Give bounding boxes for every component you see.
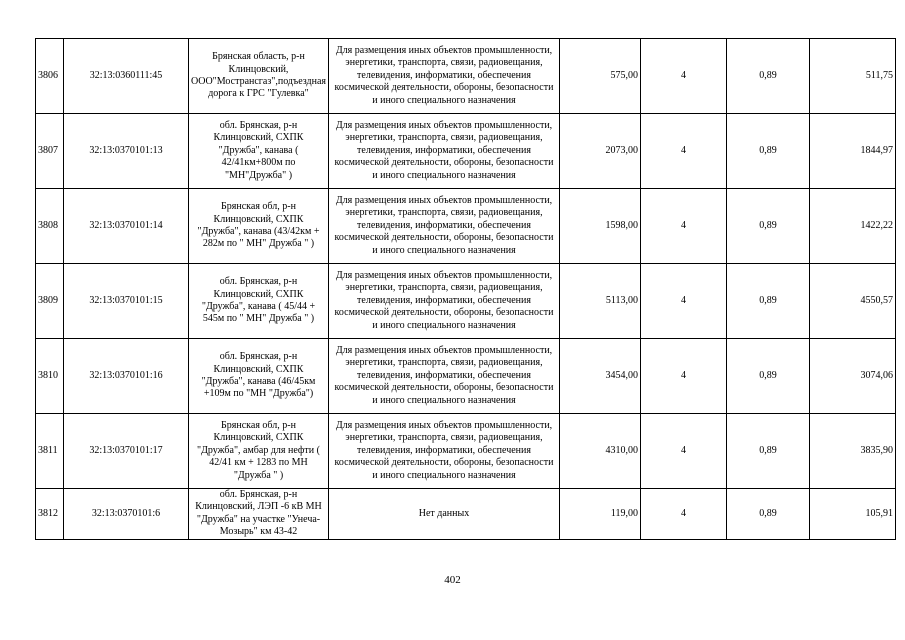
table-row [36, 489, 896, 540]
group-cell: 4 [641, 39, 727, 114]
permitted-use-cell: Для размещения иных объектов промышленности, энергетики, транспорта, связи, радиовещания, телевидения, информатики, обеспечения космической деятельности, обороны, безопасности и иного специального назначения [329, 114, 560, 189]
permitted-use-cell: Для размещения иных объектов промышленности, энергетики, транспорта, связи, радиовещания, телевидения, информатики, обеспечения космической деятельности, обороны, безопасности и иного специального назначения [329, 189, 560, 264]
address-cell: Брянская обл, р-н Клинцовский, СХПК "Дружба", амбар для нефти ( 42/41 км + 1283 по МН "Дружба " ) [189, 414, 329, 489]
cadastral-value-cell: 1844,97 [810, 114, 896, 189]
row-number: 3806 [36, 39, 64, 114]
cadastral-value-cell: 4550,57 [810, 264, 896, 339]
address-cell: Брянская область, р-н Клинцовский, ООО"Мострансгаз",подъездная дорога к ГРС "Гулевка" [189, 39, 329, 114]
area-cell: 1598,00 [560, 189, 641, 264]
coefficient-cell: 0,89 [727, 114, 810, 189]
cadastral-number: 32:13:0370101:16 [64, 339, 189, 414]
page-number: 402 [444, 574, 461, 586]
cadastral-number: 32:13:0370101:13 [64, 114, 189, 189]
coefficient-cell: 0,89 [727, 339, 810, 414]
coefficient-cell: 0,89 [727, 489, 810, 540]
address-cell: Брянская обл, р-н Клинцовский, СХПК "Дружба", канава (43/42км + 282м по " МН" Дружба " ) [189, 189, 329, 264]
group-cell: 4 [641, 339, 727, 414]
group-cell: 4 [641, 114, 727, 189]
area-cell: 5113,00 [560, 264, 641, 339]
table-row [36, 414, 896, 489]
address-cell: обл. Брянская, р-н Клинцовский, СХПК "Дружба", канава (46/45км +109м по "МН "Дружба") [189, 339, 329, 414]
area-cell: 2073,00 [560, 114, 641, 189]
cadastral-number: 32:13:0370101:17 [64, 414, 189, 489]
cadastral-number: 32:13:0360111:45 [64, 39, 189, 114]
table-row [36, 114, 896, 189]
coefficient-cell: 0,89 [727, 414, 810, 489]
row-number: 3812 [36, 489, 64, 540]
permitted-use-cell: Для размещения иных объектов промышленности, энергетики, транспорта, связи, радиовещания, телевидения, информатики, обеспечения космической деятельности, обороны, безопасности и иного специального назначения [329, 264, 560, 339]
coefficient-cell: 0,89 [727, 189, 810, 264]
group-cell: 4 [641, 489, 727, 540]
row-number: 3810 [36, 339, 64, 414]
cadastral-number: 32:13:0370101:14 [64, 189, 189, 264]
group-cell: 4 [641, 189, 727, 264]
group-cell: 4 [641, 414, 727, 489]
area-cell: 4310,00 [560, 414, 641, 489]
table-row [36, 39, 896, 114]
group-cell: 4 [641, 264, 727, 339]
area-cell: 119,00 [560, 489, 641, 540]
permitted-use-cell: Для размещения иных объектов промышленности, энергетики, транспорта, связи, радиовещания, телевидения, информатики, обеспечения космической деятельности, обороны, безопасности и иного специального назначения [329, 39, 560, 114]
address-cell: обл. Брянская, р-н Клинцовский, СХПК "Дружба", канава ( 42/41км+800м по "МН"Дружба" ) [189, 114, 329, 189]
address-cell: обл. Брянская, р-н Клинцовский, ЛЭП -6 кВ МН "Дружба" на участке "Унеча-Мозырь" км 43-42 [189, 489, 329, 540]
coefficient-cell: 0,89 [727, 264, 810, 339]
area-cell: 3454,00 [560, 339, 641, 414]
table-row [36, 264, 896, 339]
permitted-use-cell: Для размещения иных объектов промышленности, энергетики, транспорта, связи, радиовещания, телевидения, информатики, обеспечения космической деятельности, обороны, безопасности и иного специального назначения [329, 414, 560, 489]
cadastral-number: 32:13:0370101:15 [64, 264, 189, 339]
land-register-table [35, 38, 896, 540]
cadastral-value-cell: 1422,22 [810, 189, 896, 264]
table-body [36, 39, 896, 540]
cadastral-number: 32:13:0370101:6 [64, 489, 189, 540]
row-number: 3809 [36, 264, 64, 339]
permitted-use-cell: Для размещения иных объектов промышленности, энергетики, транспорта, связи, радиовещания, телевидения, информатики, обеспечения космической деятельности, обороны, безопасности и иного специального назначения [329, 339, 560, 414]
permitted-use-cell: Нет данных [329, 489, 560, 540]
table-row [36, 339, 896, 414]
coefficient-cell: 0,89 [727, 39, 810, 114]
address-cell: обл. Брянская, р-н Клинцовский, СХПК "Дружба", канава ( 45/44 + 545м по " МН" Дружба " ) [189, 264, 329, 339]
table-row [36, 189, 896, 264]
cadastral-value-cell: 3074,06 [810, 339, 896, 414]
area-cell: 575,00 [560, 39, 641, 114]
row-number: 3811 [36, 414, 64, 489]
row-number: 3808 [36, 189, 64, 264]
cadastral-value-cell: 511,75 [810, 39, 896, 114]
cadastral-value-cell: 105,91 [810, 489, 896, 540]
row-number: 3807 [36, 114, 64, 189]
cadastral-value-cell: 3835,90 [810, 414, 896, 489]
